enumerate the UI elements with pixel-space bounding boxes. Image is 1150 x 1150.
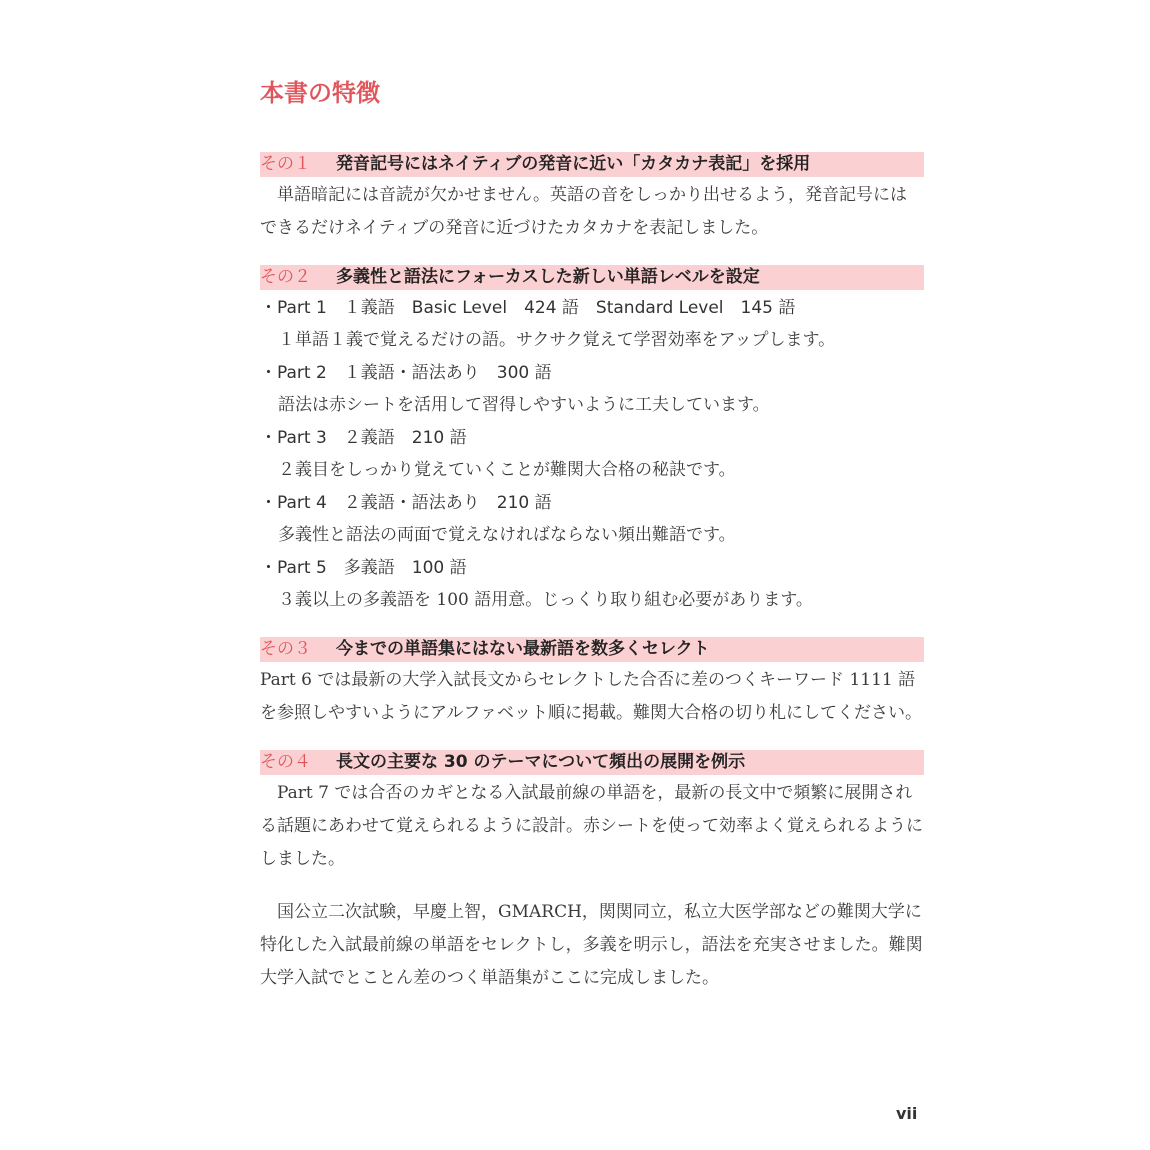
page-number: vii	[896, 1104, 918, 1123]
part-item-label: ・Part 5 多義語 100 語	[260, 558, 467, 578]
part-item-desc: ３義以上の多義語を 100 語用意。じっくり取り組む必要があります。	[278, 590, 813, 610]
part-item-label: ・Part 4 ２義語・語法あり 210 語	[260, 493, 552, 513]
section-number: その１	[260, 154, 311, 174]
closing-paragraph: 国公立二次試験，早慶上智，GMARCH，関関同立，私立大医学部などの難関大学に特化した入試最前線の単語をセレクトし，多義を明示し，語法を充実させました。難関大学入試でとことん差のつく単語集がここに完成しました。	[260, 902, 923, 988]
part-item-desc: 語法は赤シートを活用して習得しやすいように工夫しています。	[278, 395, 770, 415]
section-title: 長文の主要な 30 のテーマについて頻出の展開を例示	[336, 752, 746, 772]
section-number: その４	[260, 752, 311, 772]
section-heading	[260, 265, 924, 290]
section-body: Part 7 では合否のカギとなる入試最前線の単語を，最新の長文中で頻繁に展開される話題にあわせて覚えられるように設計。赤シートを使って効率よく覚えられるようにしました。	[260, 783, 923, 869]
content	[260, 76, 924, 995]
part-item-desc: １単語１義で覚えるだけの語。サクサク覚えて学習効率をアップします。	[278, 330, 836, 350]
feature-section-2	[260, 265, 924, 617]
feature-section-4	[260, 750, 924, 876]
part-item-desc: ２義目をしっかり覚えていくことが難関大合格の秘訣です。	[278, 460, 736, 480]
section-body: 単語暗記には音読が欠かせません。英語の音をしっかり出せるよう，発音記号にはできるだけネイティブの発音に近づけたカタカナを表記しました。	[260, 185, 908, 238]
part-item-label: ・Part 1 １義語 Basic Level 424 語 Standard Level 145 語	[260, 298, 796, 318]
part-item-desc: 多義性と語法の両面で覚えなければならない頻出難語です。	[278, 525, 736, 545]
section-body: Part 6 では最新の大学入試長文からセレクトした合否に差のつくキーワード 1111 語を参照しやすいようにアルファベット順に掲載。難関大合格の切り札にしてください。	[260, 670, 922, 723]
page-title: 本書の特徴	[260, 79, 380, 107]
section-heading	[260, 750, 924, 775]
part-item-label: ・Part 3 ２義語 210 語	[260, 428, 467, 448]
feature-section-1	[260, 152, 924, 245]
section-heading	[260, 152, 924, 177]
section-number: その３	[260, 639, 311, 659]
part-item-label: ・Part 2 １義語・語法あり 300 語	[260, 363, 552, 383]
part-list	[260, 292, 924, 617]
section-heading	[260, 637, 924, 662]
feature-section-3	[260, 637, 924, 730]
section-title: 発音記号にはネイティブの発音に近い「カタカナ表記」を採用	[336, 154, 811, 174]
section-title: 多義性と語法にフォーカスした新しい単語レベルを設定	[336, 267, 760, 287]
section-title: 今までの単語集にはない最新語を数多くセレクト	[336, 639, 710, 659]
section-number: その２	[260, 267, 311, 287]
